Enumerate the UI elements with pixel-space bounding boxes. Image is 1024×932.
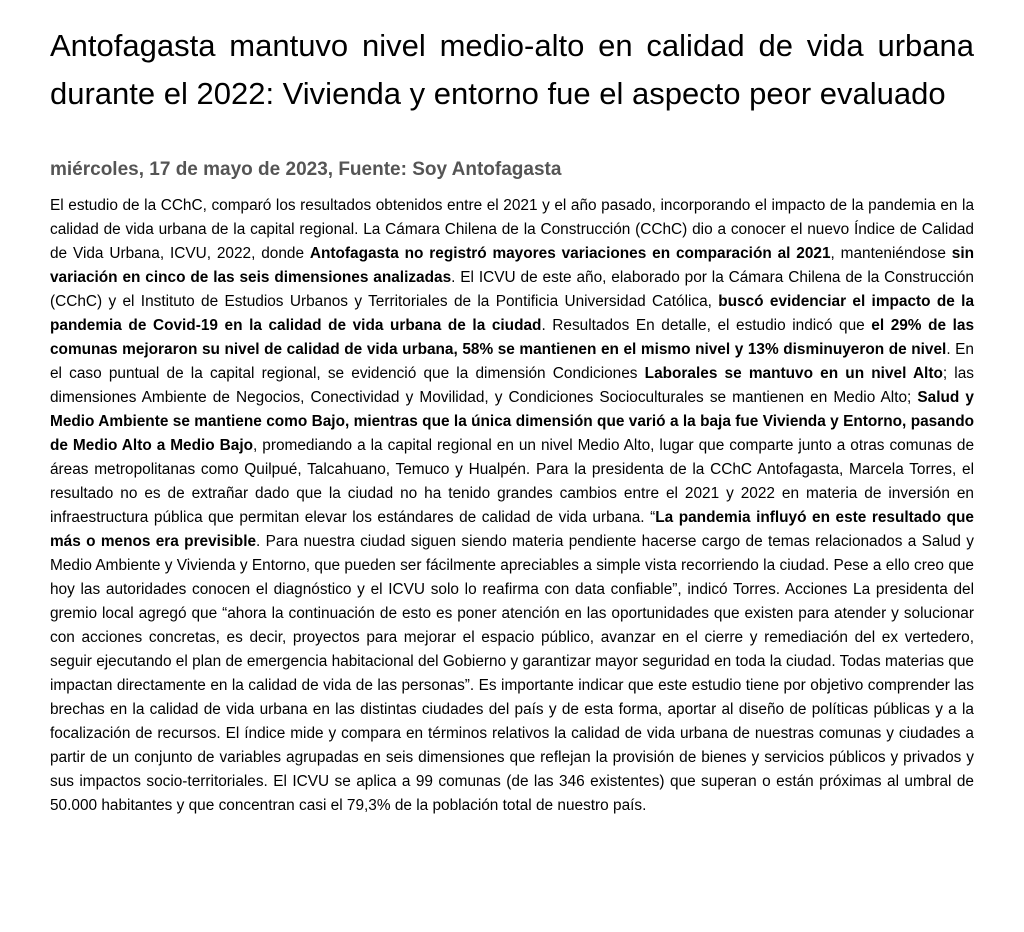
article-body — [50, 194, 974, 818]
body-text-segment: . Resultados En detalle, el estudio indicó que — [541, 317, 872, 334]
body-highlight: Laborales se mantuvo en un nivel Alto — [644, 365, 943, 382]
article-title: Antofagasta mantuvo nivel medio-alto en calidad de vida urbana durante el 2022: Vivienda y entorno fue el aspecto peor evaluado — [50, 28, 974, 111]
body-text-segment: ; las dimensiones Ambiente de Negocios, Conectividad y Movilidad, y Condiciones Socioculturales se mantienen en Medio Alto; — [50, 365, 974, 406]
body-highlight: sin variación en cinco de las seis dimensiones analizadas — [50, 245, 975, 286]
body-text-segment: , promediando a la capital regional en un nivel Medio Alto, lugar que comparte junto a otras comunas de áreas metropolitanas como Quilpué, Talcahuano, Temuco y Hualpén. Para la presidenta de la CChC Antofagasta, Marcela Torres, el resultado no es de extrañar dado que la ciudad no ha tenido grandes cambios entre el 2021 y 2022 en materia de inversión en infraestructura pública que permitan elevar los estándares de calidad de vida urbana. “ — [50, 437, 975, 526]
body-highlight: el 29% de las comunas mejoraron su nivel de calidad de vida urbana, 58% se mantienen en el mismo nivel y 13% disminuyeron de nivel — [50, 317, 975, 358]
body-highlight: Antofagasta no registró mayores variaciones en comparación al 2021 — [309, 245, 831, 262]
body-text-segment: . El ICVU de este año, elaborado por la Cámara Chilena de la Construcción (CChC) y el Instituto de Estudios Urbanos y Territoriales de la Pontificia Universidad Católica, — [50, 269, 974, 310]
article — [50, 22, 974, 818]
body-text-segment: . En el caso puntual de la capital regional, se evidenció que la dimensión Condiciones — [50, 341, 974, 382]
article-date-source: miércoles, 17 de mayo de 2023, Fuente: Soy Antofagasta — [50, 159, 562, 180]
body-text-segment: . Para nuestra ciudad siguen siendo materia pendiente hacerse cargo de temas relacionados a Salud y Medio Ambiente y Vivienda y Entorno, que pueden ser fácilmente apreciables a simple vista recorriendo la ciudad. Pese a ello creo que hoy las autoridades conocen el diagnóstico y el ICVU solo lo reafirma con data confiable”, indicó Torres. Acciones La presidenta del gremio local agregó que “ahora la continuación de esto es poner atención en las oportunidades que existen para atender y solucionar con acciones concretas, es decir, proyectos para mejorar el espacio público, avanzar en el cierre y remediación del ex vertedero, seguir ejecutando el plan de emergencia habitacional del Gobierno y garantizar mayor seguridad en toda la ciudad. Todas materias que impactan directamente en la calidad de vida de las personas”. Es importante indicar que este estudio tiene por objetivo comprender las brechas en la calidad de vida urbana en las distintas ciudades del país y de esta forma, aportar al diseño de políticas públicas y a la focalización de recursos. El índice mide y compara en términos relativos la calidad de vida urbana de nuestras comunas y ciudades a partir de un conjunto de variables agrupadas en seis dimensiones que reflejan la provisión de bienes y servicios públicos y privados y sus impactos socio-territoriales. El ICVU se aplica a 99 comunas (de las 346 existentes) que superan o están próximas al umbral de 50.000 habitantes y que concentran casi el 79,3% de la población total de nuestro país. — [50, 533, 974, 814]
body-text-segment: , manteniéndose — [830, 245, 952, 262]
body-highlight: buscó evidenciar el impacto de la pandemia de Covid-19 en la calidad de vida urbana de la ciudad — [50, 293, 975, 334]
body-highlight: Salud y Medio Ambiente se mantiene como Bajo, mientras que la única dimensión que varió a la baja fue Vivienda y Entorno, pasando de Medio Alto a Medio Bajo — [50, 389, 974, 454]
body-text-segment: El estudio de la CChC, comparó los resultados obtenidos entre el 2021 y el año pasado, incorporando el impacto de la pandemia en la calidad de vida urbana de la capital regional. La Cámara Chilena de la Construcción (CChC) dio a conocer el nuevo Índice de Calidad de Vida Urbana, ICVU, 2022, donde — [50, 197, 974, 262]
body-highlight: La pandemia influyó en este resultado que más o menos era previsible — [50, 509, 974, 550]
